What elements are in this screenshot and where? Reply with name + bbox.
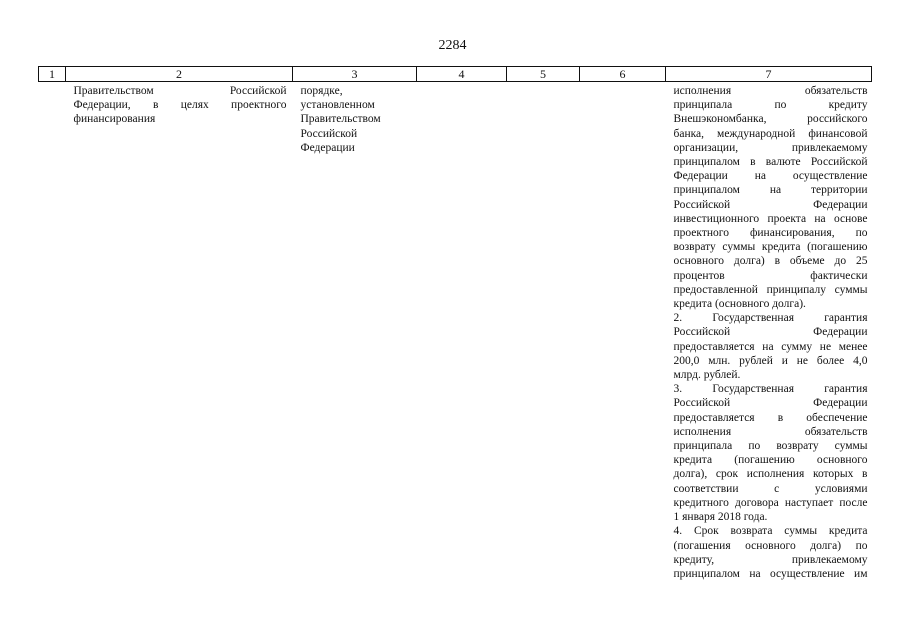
col7-line: кредитного договора наступает после (673, 496, 868, 509)
col2-text (74, 84, 287, 127)
col2-line: Федерации, в целях проектного (73, 99, 287, 112)
col7-line: инвестиционного проекта на основе (673, 212, 868, 225)
column-header-5: 5 (507, 67, 580, 82)
col3-line: Правительством (300, 113, 381, 126)
table-row (39, 82, 872, 582)
col7-line: кредиту, привлекаемому (673, 553, 868, 566)
col2-line: Правительством Российской (73, 85, 287, 97)
page-number: 2284 (438, 38, 467, 53)
cell-col5 (507, 82, 580, 582)
col7-line: кредита (основного долга). (673, 298, 806, 311)
col7-line: предоставленной принципалу суммы (673, 283, 868, 296)
col7-line: принципалом в валюте Российской (673, 156, 868, 169)
col3-text (301, 84, 413, 155)
document-table (38, 66, 872, 581)
col7-line: 2. Государственная гарантия (673, 312, 868, 325)
col7-line: принципала по кредиту (673, 99, 868, 112)
col7-line: Федерации на осуществление (673, 170, 868, 183)
cell-col1 (39, 82, 66, 582)
col7-line: банка, международной финансовой (673, 127, 868, 140)
col7-line: 1 января 2018 года. (673, 511, 768, 524)
column-number-header-row (39, 67, 872, 82)
col7-line: организации, привлекаемому (673, 141, 868, 154)
col7-text (674, 84, 868, 581)
col7-line: 200,0 млн. рублей и не более 4,0 (673, 354, 868, 367)
col7-line: 3. Государственная гарантия (673, 383, 868, 396)
col7-line: предоставляется на сумму не менее (673, 340, 868, 353)
col7-line: Внешэкономбанка, российского (673, 113, 868, 126)
col7-line: исполнения обязательств (673, 425, 868, 438)
col7-line: основного долга) в объеме до 25 (673, 255, 868, 268)
column-header-1: 1 (39, 67, 66, 82)
col3-line: порядке, (300, 85, 343, 97)
col7-line: Российской Федерации (673, 198, 868, 211)
column-header-7: 7 (666, 67, 872, 82)
col7-line: возврату суммы кредита (погашению (673, 241, 868, 254)
cell-col6 (580, 82, 666, 582)
col7-line: принципалом на территории (673, 184, 868, 197)
cell-col4 (417, 82, 507, 582)
col7-line: принципала по возврату суммы (673, 440, 868, 453)
column-header-6: 6 (580, 67, 666, 82)
col7-line: Российской Федерации (673, 326, 868, 339)
col7-line: 4. Срок возврата суммы кредита (673, 525, 868, 538)
cell-col7 (666, 82, 872, 582)
col3-line: Российской (300, 127, 358, 140)
col7-line: кредита (погашению основного (673, 454, 868, 467)
col7-line: предоставляется в обеспечение (673, 411, 868, 424)
col3-line: установленном (300, 99, 375, 112)
col7-line: млрд. рублей. (673, 369, 741, 382)
column-header-2: 2 (66, 67, 293, 82)
cell-col3 (293, 82, 417, 582)
column-header-4: 4 (417, 67, 507, 82)
col7-line: процентов фактически (673, 269, 868, 282)
col7-line: соответствии с условиями (673, 482, 868, 495)
col7-line: Российской Федерации (673, 397, 868, 410)
col7-line: проектного финансирования, по (673, 227, 868, 240)
col3-line: Федерации (300, 141, 355, 154)
col7-line: (погашения основного долга) по (673, 539, 868, 552)
col7-line: исполнения обязательств (673, 85, 868, 97)
col7-line: долга), срок исполнения которых в (673, 468, 868, 481)
column-header-3: 3 (293, 67, 417, 82)
col2-line: финансирования (73, 113, 156, 126)
cell-col2 (66, 82, 293, 582)
col7-line: принципалом на осуществление им (673, 567, 868, 580)
